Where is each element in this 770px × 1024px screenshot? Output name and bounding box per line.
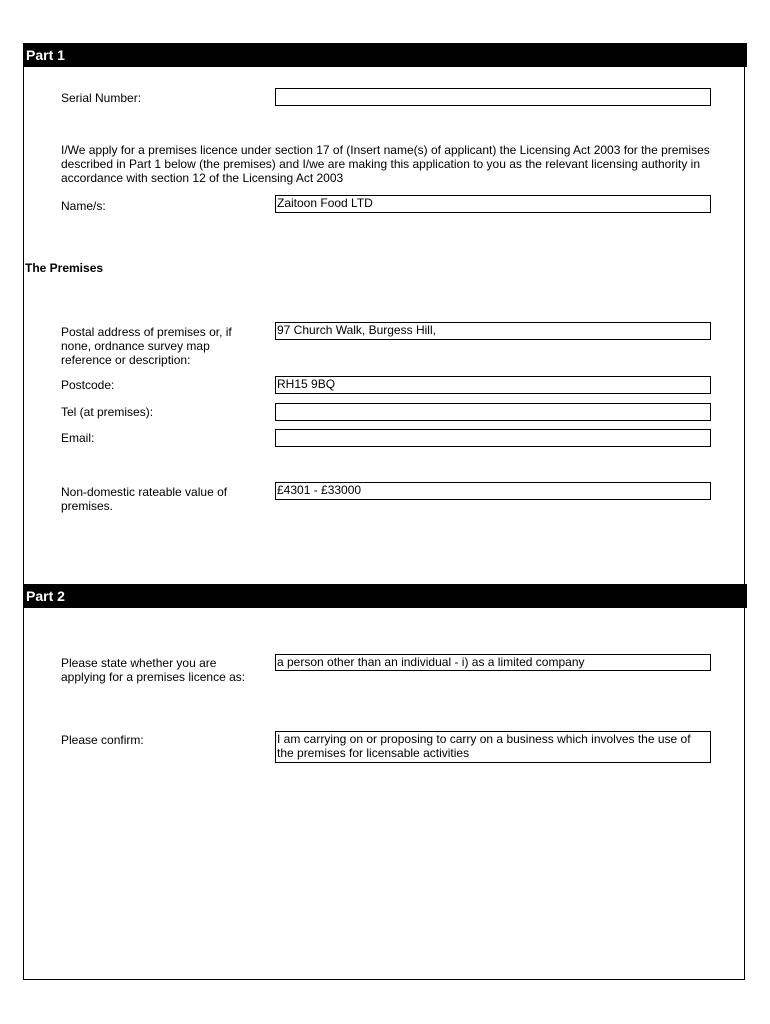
serial-number-field[interactable] <box>275 88 711 106</box>
email-label: Email: <box>61 431 95 445</box>
serial-number-label: Serial Number: <box>61 91 142 105</box>
part2-header: Part 2 <box>23 584 747 608</box>
names-field[interactable]: Zaitoon Food LTD <box>275 195 711 213</box>
application-statement: I/We apply for a premises licence under section 17 of (Insert name(s) of applicant) the Licensing Act 2003 for the premises described in Part 1 below (the premises) and I/we are making this application to you as the relevant licensing authority in accordance with section 12 of the Licensing Act 2003 <box>61 143 710 185</box>
applying-as-label: Please state whether you are applying for a premises licence as: <box>61 656 246 684</box>
postcode-label: Postcode: <box>61 378 115 392</box>
postcode-field[interactable]: RH15 9BQ <box>275 376 711 394</box>
names-label: Name/s: <box>61 199 106 213</box>
rateable-value-field[interactable]: £4301 - £33000 <box>275 482 711 500</box>
postal-address-field[interactable]: 97 Church Walk, Burgess Hill, <box>275 322 711 340</box>
tel-field[interactable] <box>275 403 711 421</box>
confirm-field[interactable]: I am carrying on or proposing to carry on a business which involves the use of the premises for licensable activities <box>275 731 711 763</box>
confirm-label: Please confirm: <box>61 733 144 747</box>
applying-as-field[interactable]: a person other than an individual - i) as a limited company <box>275 654 711 671</box>
part1-header: Part 1 <box>23 43 747 67</box>
tel-label: Tel (at premises): <box>61 405 154 419</box>
email-field[interactable] <box>275 429 711 447</box>
postal-address-label: Postal address of premises or, if none, ordnance survey map reference or description: <box>61 325 232 367</box>
rateable-value-label: Non-domestic rateable value of premises. <box>61 485 228 513</box>
premises-title: The Premises <box>25 261 104 275</box>
